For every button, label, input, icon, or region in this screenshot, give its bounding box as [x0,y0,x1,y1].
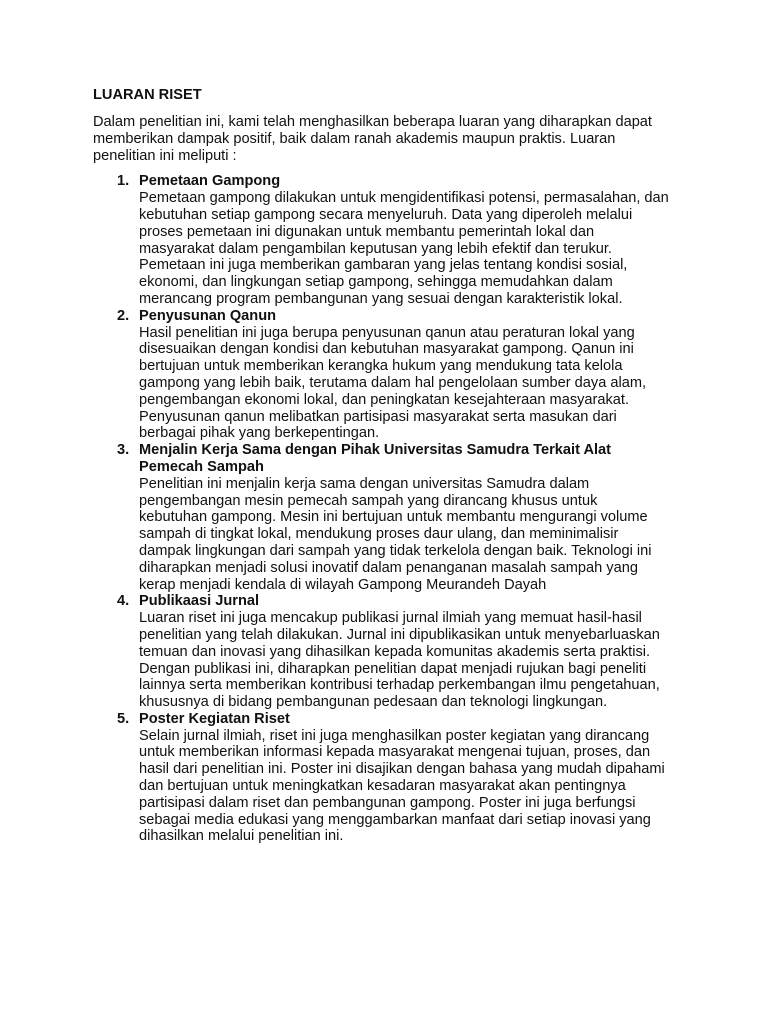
list-item [93,593,683,711]
item-number: 5. [117,710,130,727]
item-title: Menjalin Kerja Sama dengan Pihak Universitas Samudra Terkait Alat Pemecah Sampah [139,442,612,475]
item-title: Penyusunan Qanun [139,307,277,324]
item-text: Selain jurnal ilmiah, riset ini juga menghasilkan poster kegiatan yang dirancang untuk memberikan informasi kepada masyarakat mengenai tujuan, proses, dan hasil dari penelitian ini. Poster ini disajikan dengan bahasa yang mudah dipahami dan bertujuan untuk meningkatkan kesadaran masyarakat akan pentingnya partisipasi dalam riset dan pembangunan gampong. Poster ini juga berfungsi sebagai media edukasi yang menggambarkan manfaat dari setiap inovasi yang dihasilkan melalui penelitian ini. [139,727,665,845]
document-title: LUARAN RISET [93,87,202,103]
list-item [93,442,683,593]
list-item [93,711,683,845]
item-text: Luaran riset ini juga mencakup publikasi jurnal ilmiah yang memuat hasil-hasil penelitian yang telah dilakukan. Jurnal ini dipublikasikan untuk menyebarluaskan temuan dan inovasi yang dihasilkan kepada komunitas akademis serta praktisi. Dengan publikasi ini, diharapkan penelitian dapat menjadi rujukan bagi peneliti lainnya serta memberikan kontribusi terhadap perkembangan ilmu pengetahuan, khususnya di bidang pembangunan pedesaan dan teknologi lingkungan. [139,610,660,711]
document-page [93,86,683,845]
intro-paragraph: Dalam penelitian ini, kami telah menghasilkan beberapa luaran yang diharapkan dapat memberikan dampak positif, baik dalam ranah akademis maupun praktis. Luaran penelitian ini meliputi : [93,114,652,164]
item-number: 4. [117,593,130,610]
list-item [93,308,683,442]
item-number: 1. [117,173,130,190]
item-text: Penelitian ini menjalin kerja sama dengan universitas Samudra dalam pengembangan mesin pemecah sampah yang dirancang khusus untuk kebutuhan gampong. Mesin ini bertujuan untuk membantu mengurangi volume sampah di tingkat lokal, mendukung proses daur ulang, dan meminimalisir dampak lingkungan dari sampah yang tidak terkelola dengan baik. Teknologi ini diharapkan menjadi solusi inovatif dalam penanganan masalah sampah yang kerap menjadi kendala di wilayah Gampong Meurandeh Dayah [139,475,652,593]
item-title: Pemetaan Gampong [139,173,281,190]
item-text: Pemetaan gampong dilakukan untuk mengidentifikasi potensi, permasalahan, dan kebutuhan setiap gampong secara menyeluruh. Data yang diperoleh melalui proses pemetaan ini digunakan untuk membantu pemerintah lokal dan masyarakat dalam pengambilan keputusan yang lebih efektif dan terukur. Pemetaan ini juga memberikan gambaran yang jelas tentang kondisi sosial, ekonomi, dan lingkungan setiap gampong, sehingga memudahkan dalam merancang program pembangunan yang sesuai dengan karakteristik lokal. [139,190,669,307]
list-item [93,173,683,307]
outcomes-list [93,173,683,845]
item-number: 2. [117,307,130,324]
item-title: Publikaasi Jurnal [139,593,260,610]
item-text: Hasil penelitian ini juga berupa penyusunan qanun atau peraturan lokal yang disesuaikan dengan kondisi dan kebutuhan masyarakat gampong. Qanun ini bertujuan untuk memberikan kerangka hukum yang mendukung tata kelola gampong yang lebih baik, terutama dalam hal pengelolaan sumber daya alam, pengembangan ekonomi lokal, dan peningkatan kesejahteraan masyarakat. Penyusunan qanun melibatkan partisipasi masyarakat serta masukan dari berbagai pihak yang berkepentingan. [139,324,647,442]
item-number: 3. [117,442,130,459]
item-title: Poster Kegiatan Riset [139,710,290,727]
